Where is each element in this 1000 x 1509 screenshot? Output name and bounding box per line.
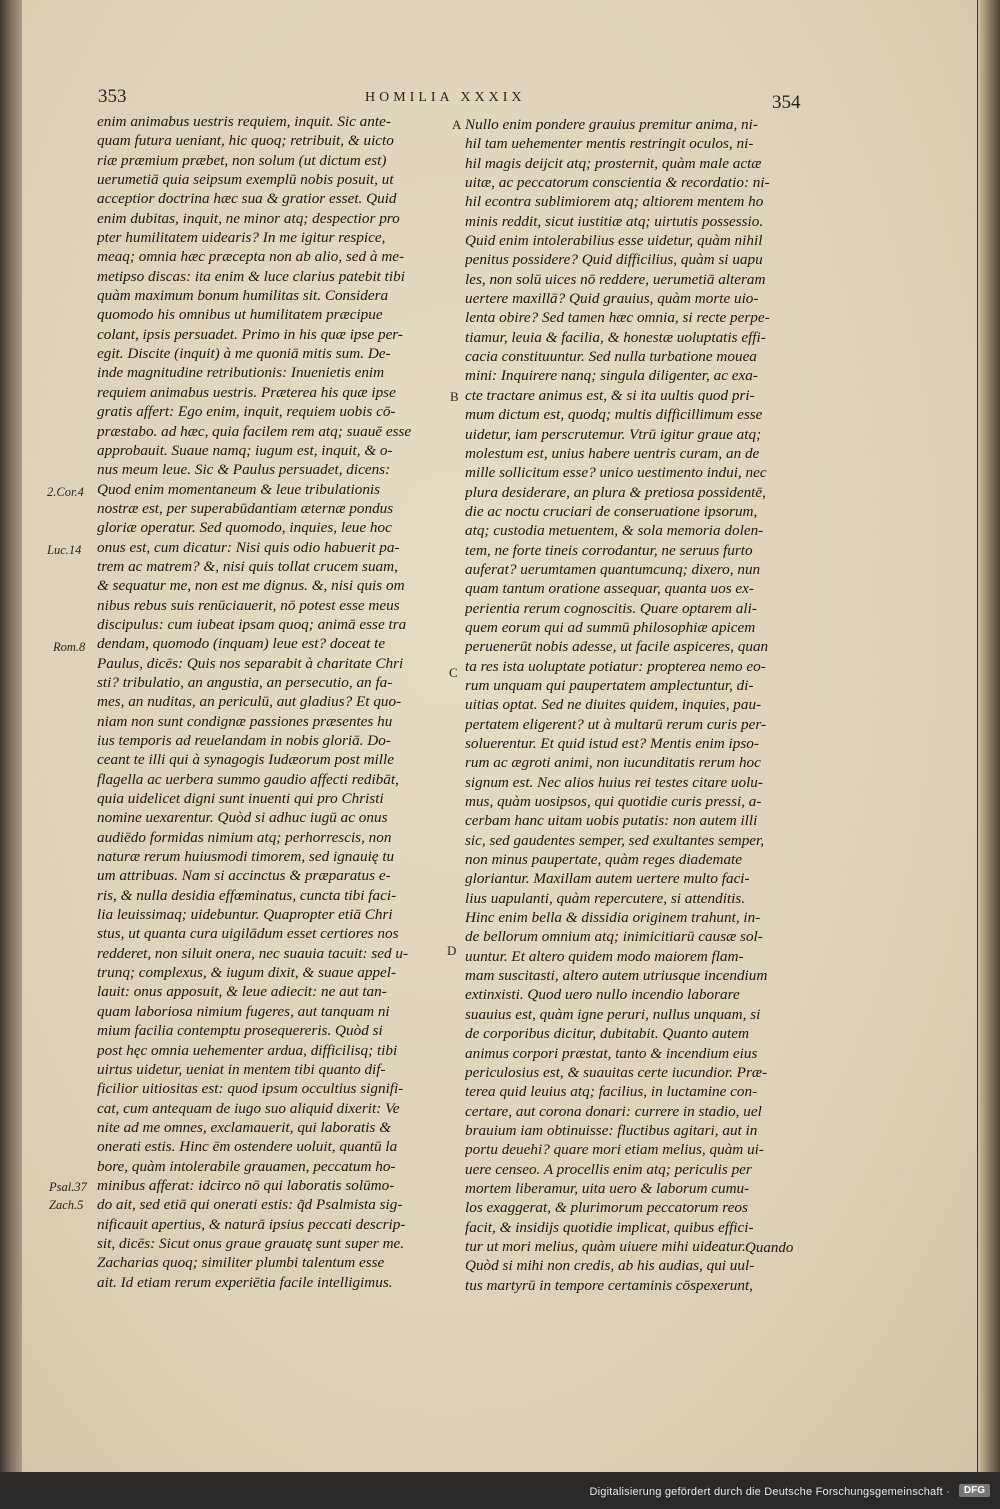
text-line: Nullo enim pondere grauius premitur anima, ni- bbox=[465, 116, 758, 133]
text-line: Zacharias quoq; similiter plumbi talentum esse bbox=[97, 1254, 385, 1272]
text-line: quomodo his omnibus ut humilitatem præcipue bbox=[97, 306, 383, 324]
text-line: pertatem eligerent? ut à multarū rerum curis per- bbox=[465, 715, 767, 733]
text-line: ait. Id etiam rerum experiētia facile intelligimus. bbox=[97, 1273, 393, 1291]
text-line: requiem animabus uestris. Præterea his quæ ipse bbox=[97, 383, 396, 401]
text-line: ficilior uitiositas est: quod ipsum occultius signifi- bbox=[97, 1080, 404, 1098]
text-line: quàm maximum bonum humilitas sit. Considera bbox=[97, 287, 389, 305]
text-line: ta res ista uoluptate potiatur: propterea nemo eo- bbox=[465, 657, 766, 675]
text-line: tur ut mori melius, quàm uiuere mihi uideatur. bbox=[465, 1237, 746, 1255]
text-line: meaq; omnia hæc præcepta non ab alio, sed à me- bbox=[97, 248, 405, 266]
text-line: quam tantum oratione assequar, quanta uos ex- bbox=[465, 580, 754, 598]
text-line: lenta obire? Sed tamen hæc omnia, si recte perpe- bbox=[465, 309, 770, 327]
text-line: animus corpori præstat, tanto & incendium eius bbox=[465, 1044, 758, 1062]
text-line: atq; custodia metuentem, & sola memoria dolen- bbox=[465, 522, 764, 540]
text-line: mes, an nuditas, an periculū, aut gladius? Et quo- bbox=[97, 693, 402, 711]
text-line: gloriantur. Maxillam autem uertere multo faci- bbox=[465, 870, 750, 888]
text-line: do ait, sed etiā qui onerati estis: q̃d Psalmista sig- bbox=[97, 1196, 403, 1214]
section-letter-d: D bbox=[447, 943, 457, 958]
text-line: nostræ est, per superabūdantiam æternæ pondus bbox=[97, 499, 394, 517]
text-line: minis reddit, sicut iustitiæ atq; uirtutis possessio. bbox=[465, 212, 764, 230]
text-line: minibus afferat: idcirco nō qui laboratis solūmo- bbox=[97, 1176, 395, 1194]
text-line: tus martyrū in tempore certaminis cōspexerunt, bbox=[465, 1276, 753, 1294]
text-line: post hęc omnia uehementer ardua, difficilisq; tibi bbox=[97, 1041, 398, 1059]
text-line: præstabo. ad hæc, quia facilem rem atq; suauē esse bbox=[97, 422, 412, 440]
text-line: gloriæ operatur. Sed quomodo, inquies, leue hoc bbox=[97, 519, 392, 537]
text-line: hil magis deijcit atq; prosternit, quàm male actæ bbox=[465, 154, 762, 172]
text-line: uirtus uidetur, ueniat in mentem tibi quanto dif- bbox=[97, 1060, 386, 1078]
text-line: mam suscitasti, altero autem utriusque incendium bbox=[465, 967, 768, 985]
text-line: lius uapulanti, quàm repercutere, si attenditis. bbox=[465, 889, 746, 907]
text-line: onerati estis. Hinc ēm ostendere uoluit, quantū la bbox=[97, 1138, 398, 1156]
text-line: Quòd si mihi non credis, ab his audias, qui uul- bbox=[465, 1257, 755, 1275]
text-line: ris, & nulla desidia effœminatus, cuncta tibi faci- bbox=[97, 886, 397, 904]
text-line: hil econtra sublimiorem atq; altiorem mentem ho bbox=[465, 193, 764, 211]
text-line: portu deuehi? quare mori etiam melius, quàm ui- bbox=[465, 1141, 764, 1159]
text-line: uuntur. Et altero quidem modo maiorem flam- bbox=[465, 947, 744, 965]
section-letter-a: A bbox=[452, 117, 462, 132]
text-line: facit, & insidijs quotidie implicat, quibus effici- bbox=[465, 1218, 754, 1236]
text-line: nibus rebus suis renūciauerit, nō potest esse meus bbox=[97, 596, 400, 614]
right-page-number: 354 bbox=[772, 92, 801, 113]
text-line: stus, ut quanta cura uigilādum esset certiores nos bbox=[97, 925, 399, 943]
text-line: nus meum leue. Sic & Paulus persuadet, dicens: bbox=[97, 461, 391, 479]
text-line: riæ præmium præbet, non solum (ut dictum est) bbox=[97, 151, 387, 169]
text-line: los exaggerat, & plurimorum peccatorum reos bbox=[465, 1199, 748, 1217]
right-text-column bbox=[465, 115, 815, 1295]
text-line: mium facilia contemptu prosequereris. Quòd si bbox=[97, 1022, 383, 1040]
section-letter-b: B bbox=[450, 389, 459, 404]
text-line: nomine uexarentur. Quòd si adhuc iugū ac onus bbox=[97, 809, 388, 827]
text-line: die ac noctu cruciari de conseruatione ipsorum, bbox=[465, 502, 758, 520]
text-line: audiēdo formidas nimium atq; perhorrescis, non bbox=[97, 828, 392, 846]
left-text-column bbox=[97, 112, 449, 1292]
text-line: Hinc enim bella & dissidia originem trahunt, in- bbox=[465, 909, 761, 927]
text-line: periculosius est, & suauitas certe iucundior. Præ- bbox=[465, 1063, 768, 1081]
page-edge bbox=[978, 0, 1000, 1509]
text-line: uitæ, ac peccatorum conscientia & recordatio: ni- bbox=[465, 174, 770, 192]
text-line: soluerentur. Et quid istud est? Mentis enim ipso- bbox=[465, 735, 759, 752]
text-line: sti? tribulatio, an angustia, an persecutio, an fa- bbox=[97, 673, 393, 691]
text-line: niam non sunt condignæ passiones præsentes hu bbox=[97, 712, 393, 730]
text-line: cacia constituuntur. Sed nulla turbatione mouea bbox=[465, 348, 757, 366]
running-title: HOMILIA XXXIX bbox=[365, 90, 526, 105]
text-line: tiamur, leuia & facilia, & honestæ uoluptatis effi- bbox=[465, 328, 766, 346]
digitization-credit: Digitalisierung gefördert durch die Deutsche Forschungsgemeinschaft · bbox=[589, 1486, 950, 1498]
text-line: terea quid leuius atq; facilius, in luctamine con- bbox=[465, 1083, 758, 1101]
text-line: inde magnitudine retributionis: Inuenietis enim bbox=[97, 364, 385, 382]
text-line: bore, quàm intolerabile grauamen, peccatum ho- bbox=[97, 1157, 396, 1175]
text-line: naturæ rerum huiusmodi timorem, sed ignauię tu bbox=[97, 848, 395, 866]
margin-note-luc: Luc.14 bbox=[47, 543, 82, 557]
text-line: enim animabus uestris requiem, inquit. Sic ante- bbox=[97, 113, 391, 130]
text-line: extinxisti. Quod uero nullo incendio laborare bbox=[465, 986, 740, 1004]
margin-note-zach: Zach.5 bbox=[49, 1198, 84, 1212]
text-line: certare, aut corona donari: currere in stadio, uel bbox=[465, 1102, 762, 1120]
text-line: de corporibus dicitur, dubitabit. Quanto autem bbox=[465, 1025, 749, 1043]
text-line: redderet, non siluit onera, nec suauia tacuit: sed u- bbox=[97, 944, 409, 962]
text-line: Quid enim intolerabilius esse uidetur, quàm nihil bbox=[465, 232, 763, 250]
text-line: molestum est, unius habere uentris curam, an de bbox=[465, 444, 760, 462]
text-line: non minus paupertate, quàm reges diademate bbox=[465, 851, 742, 869]
text-line: brauium iam obtinuisse: fluctibus agitari, aut in bbox=[465, 1121, 758, 1139]
text-line: cerbam hanc uitam uobis putatis: non autem illi bbox=[465, 812, 758, 830]
text-line: trem ac matrem? &, nisi quis tollat crucem suam, bbox=[97, 557, 398, 575]
text-line: quam laboriosa nimium fugeres, aut tanquam ni bbox=[97, 1002, 390, 1020]
text-line: uertere maxillā? Quid grauius, quàm morte uio- bbox=[465, 290, 759, 308]
text-line: mini: Inquirere nanq; singula diligenter, ac exa- bbox=[465, 367, 758, 385]
text-line: gratis affert: Ego enim, inquit, requiem uobis cō- bbox=[97, 403, 396, 421]
text-line: penitus possidere? Quid difficilius, quàm si uapu bbox=[465, 251, 763, 269]
text-line: metipso discas: ita enim & luce clarius patebit tibi bbox=[97, 267, 405, 285]
text-line: mortem liberamur, uita uero & laborum cumu- bbox=[465, 1179, 750, 1197]
text-line: rum ac ægroti animi, non iucunditatis rerum hoc bbox=[465, 754, 761, 772]
text-line: auferat? uerumtamen quantumcunq; dixero, nun bbox=[465, 560, 761, 578]
text-line: flagella ac uerbera summo gaudio affecti redibāt, bbox=[97, 770, 399, 788]
text-line: de bellorum omnium atq; inimicitiarū causæ sol- bbox=[465, 928, 763, 946]
text-line: acceptior doctrina hæc sua & gratior esset. Quid bbox=[97, 190, 397, 208]
text-line: lia leuissimaq; uidebuntur. Quapropter etiā Chri bbox=[97, 906, 393, 924]
text-line: onus est, cum dicatur: Nisi quis odio habuerit pa- bbox=[97, 538, 400, 556]
text-line: trunq; complexus, & iugum dixit, & suaue appel- bbox=[97, 964, 397, 982]
text-line: suauius est, quàm igne peruri, nullus unquam, si bbox=[465, 1005, 761, 1023]
text-line: hil tam uehementer mentis restringit oculos, ni- bbox=[465, 135, 754, 153]
text-line: ius temporis ad reuelandam in nobis gloriā. Do- bbox=[97, 732, 391, 749]
text-line: & sequatur me, non est me dignus. &, nisi quis om bbox=[97, 577, 405, 595]
text-line: lauit: onus apposuit, & leue adiecit: ne aut tan- bbox=[97, 983, 387, 1001]
left-page-number: 353 bbox=[98, 86, 127, 107]
text-line: mille sollicitum esse? unico uestimento indui, nec bbox=[465, 464, 767, 482]
text-line: plura desiderare, an plura & pretiosa possidentē, bbox=[465, 483, 766, 501]
text-line: approbauit. Suaue namq; iugum est, inquit, & o- bbox=[97, 441, 393, 459]
text-line: cte tractare animus est, & si ita uultis quod pri- bbox=[465, 386, 755, 404]
text-line: quam futura ueniant, hic quoq; retribuit, & uicto bbox=[97, 132, 394, 150]
text-line: enim dubitas, inquit, ne minor atq; despectior pro bbox=[97, 209, 400, 227]
text-line: pter humilitatem uidearis? In me igitur respice, bbox=[97, 229, 386, 247]
text-line: dendam, quomodo (inquam) leue est? doceat te bbox=[97, 635, 386, 653]
text-line: Paulus, dicēs: Quis nos separabit à charitate Chri bbox=[97, 654, 404, 672]
text-line: perientia rerum cognoscitis. Quare optarem ali- bbox=[465, 599, 757, 617]
text-line: rum unquam qui paupertatem amplectuntur, di- bbox=[465, 676, 754, 694]
margin-note-psal: Psal.37 bbox=[49, 1180, 87, 1194]
text-line: uidetur, iam perscrutemur. Vtrū igitur graue atq; bbox=[465, 425, 762, 443]
margin-note-rom: Rom.8 bbox=[53, 640, 86, 654]
text-line: um attribuas. Nam si accinctus & præparatus e- bbox=[97, 867, 391, 885]
text-line: nite ad me omnes, exclamauerit, qui laboratis & bbox=[97, 1118, 392, 1136]
text-line: uitias optat. Sed ne diuites quidem, inquies, pau- bbox=[465, 696, 762, 714]
text-line: sic, sed gaudentes semper, sed exultantes semper, bbox=[465, 831, 765, 849]
text-line: quem eorum qui ad summū philosophiæ apicem bbox=[465, 618, 756, 636]
text-line: colant, ipsis persuadet. Primo in his quæ ipse per- bbox=[97, 325, 403, 343]
text-line: discipulus: cum iubeat ipsam quoq; animā esse tra bbox=[97, 615, 407, 633]
catchword: Quando bbox=[745, 1240, 794, 1256]
text-line: uere censeo. A procellis enim atq; periculis per bbox=[465, 1160, 752, 1178]
text-line: signum est. Nec alios huius rei testes citare uolu- bbox=[465, 773, 763, 791]
text-line: mum dictum est, quodq; multis difficillimum esse bbox=[465, 406, 763, 424]
text-line: cat, cum antequam de iugo suo aliquid dixerit: Ve bbox=[97, 1099, 400, 1117]
text-line: sit, dicēs: Sicut onus graue grauatę sunt super me. bbox=[97, 1234, 405, 1252]
text-line: ceant te illi qui à synagogis Iudæorum post mille bbox=[97, 751, 394, 769]
text-line: nificauit apertius, & naturā ipsius peccati descrip- bbox=[97, 1215, 406, 1233]
section-letter-c: C bbox=[449, 665, 458, 680]
dfg-logo: DFG bbox=[959, 1484, 990, 1497]
text-line: quia uidelicet digni sunt inuenti qui pro Christi bbox=[97, 790, 384, 808]
text-line: egit. Discite (inquit) à me quoniā mitis sum. De- bbox=[97, 345, 391, 363]
text-line: Quod enim momentaneum & leue tribulationis bbox=[97, 480, 381, 498]
text-line: uerumetiā quia seipsum exemplū nobis posuit, ut bbox=[97, 171, 394, 189]
margin-note-2cor: 2.Cor.4 bbox=[47, 485, 84, 499]
text-line: tem, ne forte tineis corrodantur, ne seruus furto bbox=[465, 541, 753, 559]
text-line: les, non solū uices nō reddere, uerumetiā alteram bbox=[465, 270, 766, 288]
text-line: peruenerūt nobis adesse, ut facile aspiceres, quan bbox=[465, 638, 769, 656]
text-line: mus, quàm uosipsos, qui quotidie curis pressi, a- bbox=[465, 793, 762, 811]
